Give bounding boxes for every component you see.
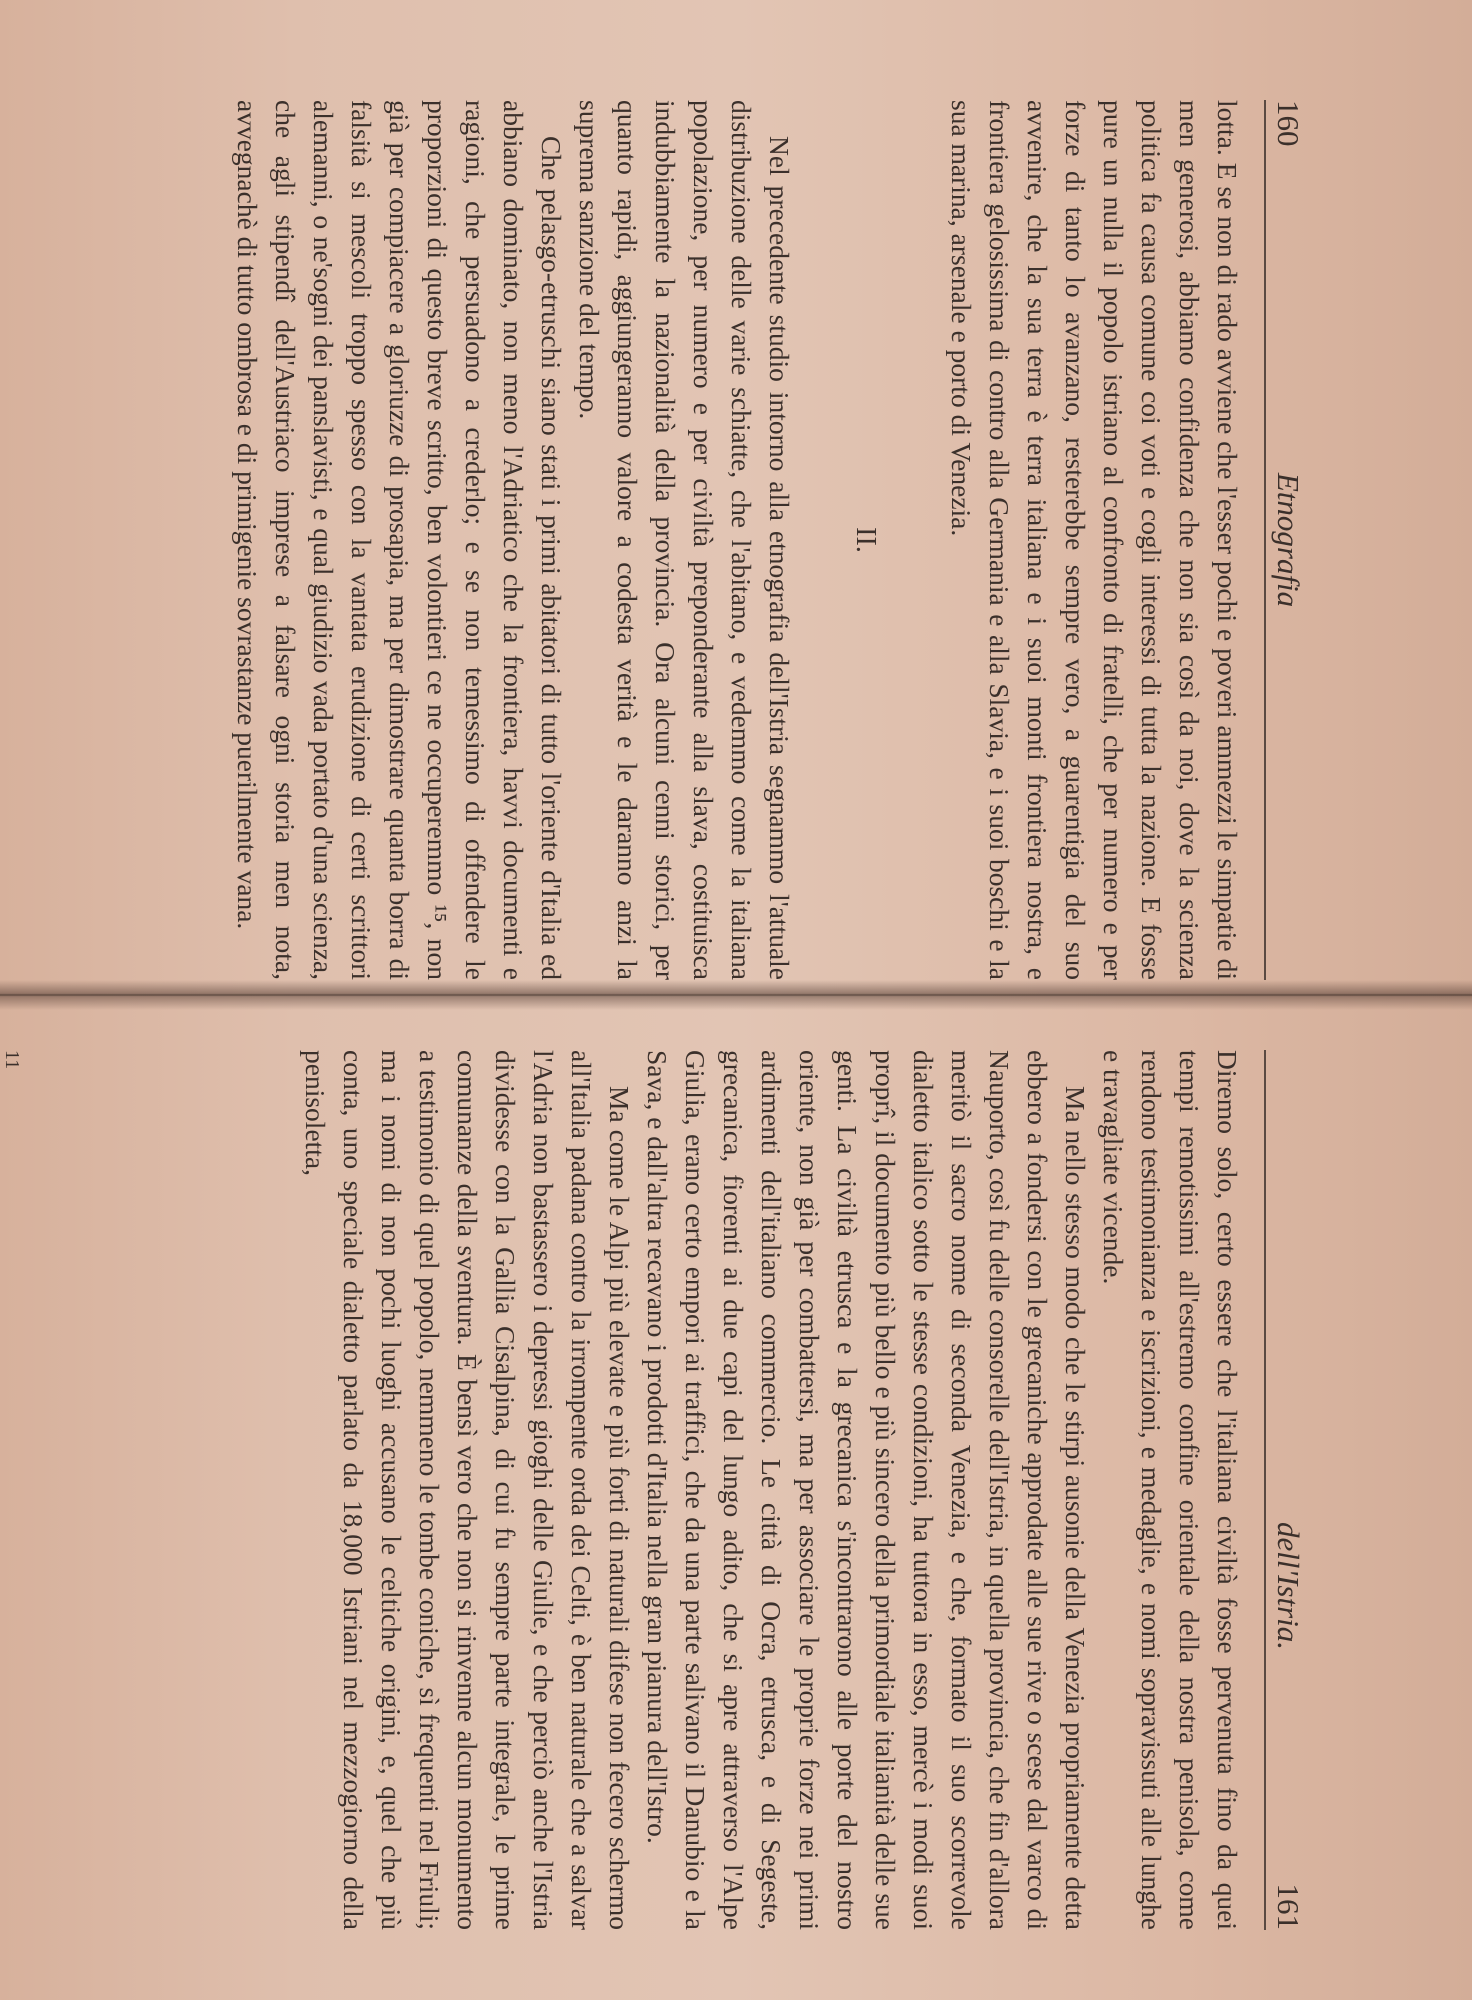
paragraph: Ma nello stesso modo che le stirpi ausonie della Venezia propriamente detta ebbero a fondersi con le grecaniche approdate alle sue rive o scese dal varco di Nauporto, così fu delle consorelle dell'Istria, in quella provincia, che fin d'allora meritò il sacro nome di seconda Venezia, e che, formato il suo scorrevole dialetto italico sotto le stesse condizioni, ha tuttora in esso, mercè i modi suoi proprî, il documento più bello e più sincero della primordiale italianità delle sue genti. La civiltà etrusca e la grecanica s'incontrarono alle porte del nostro oriente, non già per combattersi, ma per associare le proprie forze nei primi ardimenti dell'italiano commercio. Le città di Ocra, etrusca, e di Segeste, grecanica, fiorenti ai due capi del lungo adito, che si apre attraverso l'Alpe Giulia, erano certo empori ai traffici, che da una parte salivano il Danubio e la Sava, e dall'altra recavano i prodotti d'Italia nella gran pianura dell'Istro. bbox=[642, 1050, 1091, 1930]
page-body bbox=[228, 100, 1246, 980]
right-page bbox=[0, 1050, 1310, 1930]
paragraph: Diremo solo, certo essere che l'italiana civiltà fosse pervenuta fino da quei tempi remotissimi all'estremo confine orientale della nostra penisola, come rendono testimonianza e iscrizioni, e medaglie, e nomi sopravissuti alle lunghe e travagliate vicende. bbox=[1098, 1050, 1243, 1930]
running-head bbox=[1264, 1050, 1310, 1930]
left-page bbox=[0, 100, 1310, 980]
page-number: 161 bbox=[1271, 1883, 1306, 1930]
running-head bbox=[1264, 100, 1310, 980]
signature-mark: 11 bbox=[1, 1050, 23, 1070]
book-gutter bbox=[0, 980, 1472, 1010]
page-body bbox=[296, 1050, 1246, 1930]
paragraph: Nel precedente studio intorno alla etnografia dell'Istria segnammo l'attuale distribuzione delle varie schiatte, che l'abitano, e vedemmo come la italiana popolazione, per numero e per civiltà preponderante alla slava, costituisca indubbiamente la nazionalità della provincia. Ora alcuni cenni storici, per quanto rapidi, aggiungeranno valore a codesta verità e le daranno anzi la suprema sanzione del tempo. bbox=[574, 100, 795, 980]
paragraph: Che pelasgo-etruschi siano stati i primi abitatori di tutto l'oriente d'Italia ed abbiano dominato, non meno l'Adriatico che la frontiera, havvi documenti e ragioni, che persuadono a crederlo; e se non temessimo di offendere le proporzioni di questo breve scritto, ben volontieri ce ne occuperemmo ¹⁵, non già per compiacere a gloriuzze di prosapia, ma per dimostrare quanta borra di falsità si mescoli troppo spesso con la vantata erudizione di certi scrittori alemanni, o ne'sogni dei panslavisti, e qual giudizio vada portato d'una scienza, che agli stipendî dell'Austriaco imprese a falsare ogni storia men nota, avvegnachè di tutto ombrosa e di primigenie sovrastanze puerilmente vana. bbox=[232, 100, 567, 980]
running-title: Etnografia bbox=[1271, 472, 1306, 608]
running-title: dell'Istria. bbox=[1271, 1521, 1306, 1650]
paragraph: lotta. E se non di rado avviene che l'esser pochi e poveri ammezzi le simpatie di men generosi, abbiamo confidenza che non sia così da noi, dove la scienza politica fa causa comune coi voti e cogli interessi di tutta la nazione. E fosse pure un nulla il popolo istriano al confronto di fratelli, che per numero e per forze di tanto lo avanzano, resterebbe sempre vero, a guarentigia del suo avvenire, che la sua terra è terra italiana e i suoi monti frontiera nostra, e frontiera gelosissima di contro alla Germania e alla Slavia, e i suoi boschi e la sua marina, arsenale e porto di Venezia. bbox=[946, 100, 1243, 980]
page-number: 160 bbox=[1271, 100, 1306, 147]
section-heading: II. bbox=[850, 527, 881, 553]
paragraph: Ma come le Alpi più elevate e più forti di naturali difese non fecero schermo all'Italia padana contro la irrompente orda dei Celti, è ben naturale che a salvar l'Adria non bastassero i depressi gioghi delle Giulie, e che perciò anche l'Istria dividesse con la Gallia Cisalpina, di cui fu sempre parte integrale, le prime comunanze della sventura. È bensì vero che non si rinvenne alcun monumento a testimonio di quel popolo, nemmeno le tombe coniche, sì frequenti nel Friuli; ma i nomi di non pochi luoghi accusano le celtiche origini, e, quel che più conta, uno speciale dialetto parlato da 18,000 Istriani nel mezzogiorno della penisoletta, bbox=[300, 1050, 635, 1930]
